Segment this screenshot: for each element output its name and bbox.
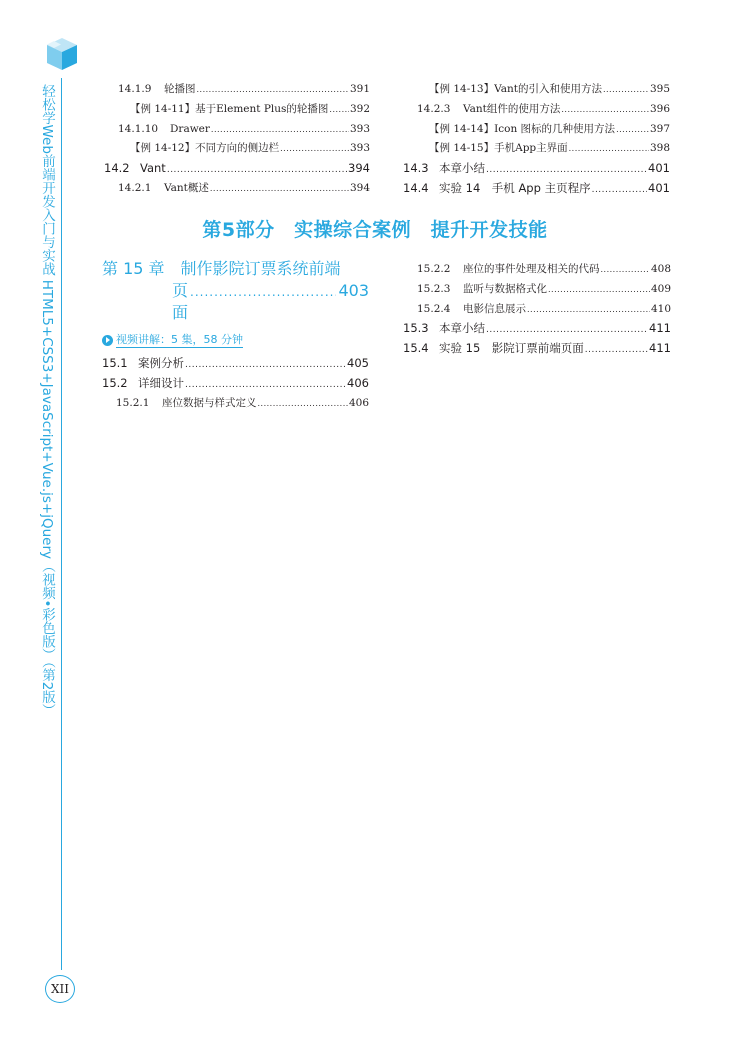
leader-dots	[585, 341, 648, 359]
leader-dots	[486, 161, 647, 179]
toc-entry-number: 15.2.2	[417, 263, 451, 275]
toc-entry-number: 15.2.3	[417, 282, 451, 295]
toc-entry-text: 轮播图	[164, 83, 196, 95]
toc-entry-page: 409	[650, 282, 671, 295]
page-number: XII	[45, 975, 75, 1003]
toc-entry-page: 401	[648, 180, 670, 195]
toc-entry-title	[403, 179, 591, 199]
leader-dots	[167, 161, 347, 179]
toc-entry[interactable]	[104, 120, 370, 140]
toc-entry-page: 392	[349, 102, 370, 115]
toc-entry[interactable]	[403, 179, 670, 199]
toc-entry-title	[118, 80, 196, 100]
toc-entry-page: 410	[650, 302, 671, 315]
toc-entry[interactable]	[403, 280, 671, 300]
video-play-icon	[102, 335, 113, 346]
toc-column-top-right	[403, 80, 670, 199]
toc-entry-title	[417, 300, 526, 320]
leader-dots	[190, 281, 336, 303]
toc-entry-title	[130, 139, 279, 159]
part-title: 第5部分 实操综合案例 提升开发技能	[202, 219, 548, 241]
toc-entry-text: Drawer	[170, 122, 210, 135]
toc-entry-page: 393	[349, 122, 370, 135]
toc-column-bottom-left	[102, 258, 369, 413]
toc-entry-page: 406	[348, 396, 369, 409]
toc-entry-text: 座位的事件处理及相关的代码	[463, 263, 600, 275]
toc-entry-title	[417, 260, 600, 280]
toc-entry-text: 【例 14-15】手机App主界面	[429, 142, 568, 155]
toc-entry-text: 实验 14 手机 App 主页程序	[439, 180, 591, 195]
toc-entry[interactable]	[403, 300, 671, 320]
toc-entry-title	[118, 120, 210, 140]
toc-entry-text: Vant组件的使用方法	[463, 102, 561, 115]
toc-entry-page: 393	[349, 142, 370, 155]
toc-entry-text: 实验 15 影院订票前端页面	[439, 341, 584, 356]
toc-entry[interactable]	[102, 394, 369, 414]
toc-entry-number: 14.3	[403, 161, 429, 176]
toc-entry-text: 【例 14-12】不同方向的侧边栏	[130, 142, 280, 155]
toc-entry[interactable]	[104, 179, 370, 199]
toc-entry[interactable]	[403, 319, 671, 339]
leader-dots	[211, 120, 349, 140]
toc-entry-title	[102, 374, 184, 394]
toc-entry-title	[429, 120, 615, 140]
toc-entry-page: 411	[649, 341, 671, 356]
toc-entry-title	[102, 354, 184, 374]
toc-entry[interactable]	[104, 80, 370, 100]
toc-entry-page: 405	[347, 356, 369, 370]
toc-entry-title	[417, 280, 547, 300]
toc-entry-number: 14.2.1	[118, 181, 152, 194]
toc-entry-text: 监听与数据格式化	[463, 282, 547, 295]
leader-dots	[329, 100, 349, 120]
chapter-page: 403	[338, 281, 369, 300]
chapter-title-line2: 页面	[172, 281, 189, 322]
toc-entry-title	[403, 339, 584, 359]
toc-entry[interactable]	[102, 374, 369, 394]
toc-entry-page: 411	[649, 321, 671, 336]
toc-entry-page: 406	[347, 375, 369, 390]
toc-entry-text: 【例 14-13】Vant的引入和使用方法	[429, 83, 602, 95]
toc-entry-number: 15.4	[403, 341, 429, 356]
leader-dots	[185, 356, 346, 374]
leader-dots	[197, 80, 349, 100]
toc-entry[interactable]	[403, 139, 670, 159]
sidebar-rule	[61, 78, 62, 970]
toc-entry-number: 14.1.9	[118, 83, 152, 95]
toc-entry[interactable]	[102, 354, 369, 374]
leader-dots	[569, 139, 649, 159]
toc-entry-number: 14.1.10	[118, 122, 159, 135]
toc-entry-page: 401	[648, 161, 670, 176]
toc-entry[interactable]	[104, 139, 370, 159]
leader-dots	[548, 280, 650, 300]
toc-entry[interactable]	[104, 159, 370, 179]
toc-entry-text: 详细设计	[138, 375, 184, 390]
toc-column-top-left	[104, 80, 370, 199]
leader-dots	[486, 321, 648, 339]
toc-entry-text: 电影信息展示	[463, 302, 526, 315]
video-label: 视频讲解：5 集，58 分钟	[116, 332, 243, 346]
toc-entry-page: 395	[649, 83, 670, 95]
toc-entry[interactable]	[403, 159, 670, 179]
toc-entry-number: 15.2.1	[116, 396, 150, 409]
book-title-vertical: 轻松学Web前端开发入门与实战 HTML5+CSS3+JavaScript+Vue.js+jQuery（视频•彩色版）（第2版）	[39, 84, 55, 718]
leader-dots	[601, 260, 650, 280]
toc-entry-title	[104, 159, 166, 179]
toc-entry-text: 【例 14-11】基于Element Plus的轮播图	[130, 102, 329, 115]
toc-entry-title	[429, 139, 568, 159]
toc-entry-title	[118, 179, 209, 199]
toc-entry[interactable]	[403, 260, 671, 280]
leader-dots	[258, 394, 348, 414]
toc-entry-text: Vant概述	[164, 181, 209, 194]
toc-entry-number: 14.2	[104, 161, 130, 176]
leader-dots	[561, 100, 649, 120]
toc-entry-text: 【例 14-14】Icon 图标的几种使用方法	[429, 122, 616, 135]
toc-entry-page: 398	[649, 142, 670, 155]
toc-entry-number: 15.2.4	[417, 302, 451, 315]
leader-dots	[616, 120, 649, 140]
toc-entry[interactable]	[403, 339, 671, 359]
toc-entry-page: 394	[348, 161, 370, 176]
toc-entry-number: 15.3	[403, 321, 429, 336]
video-link[interactable]	[102, 330, 369, 350]
toc-entry-text: 本章小结	[439, 161, 485, 176]
toc-entry-number: 14.4	[403, 180, 429, 195]
toc-entry[interactable]	[104, 100, 370, 120]
toc-entry-page: 394	[349, 181, 370, 194]
leader-dots	[592, 181, 647, 199]
toc-entry-number: 14.2.3	[417, 102, 451, 115]
toc-entry-page: 396	[649, 102, 670, 115]
leader-dots	[185, 376, 346, 394]
chapter-heading[interactable]	[102, 258, 369, 324]
toc-entry-number: 15.2	[102, 375, 128, 390]
toc-entry-number: 15.1	[102, 356, 128, 370]
leader-dots	[280, 139, 349, 159]
leader-dots	[527, 300, 650, 320]
toc-entry-title	[116, 394, 257, 414]
toc-entry-title	[429, 80, 602, 100]
leader-dots	[603, 80, 649, 100]
toc-entry-title	[417, 100, 560, 120]
toc-entry-text: Vant	[140, 161, 166, 176]
toc-entry-page: 397	[649, 122, 670, 135]
toc-entry-title	[130, 100, 328, 120]
toc-column-bottom-right	[403, 260, 671, 359]
toc-entry-title	[403, 159, 485, 179]
toc-entry[interactable]	[403, 80, 670, 100]
toc-entry-page: 391	[349, 83, 370, 95]
toc-entry-text: 座位数据与样式定义	[162, 396, 257, 409]
leader-dots	[210, 179, 349, 199]
toc-entry[interactable]	[403, 120, 670, 140]
toc-entry-text: 本章小结	[439, 321, 485, 336]
toc-entry-page: 408	[650, 263, 671, 275]
toc-entry-title	[403, 319, 485, 339]
toc-entry-text: 案例分析	[138, 356, 184, 370]
cube-logo-icon	[44, 36, 80, 72]
toc-entry[interactable]	[403, 100, 670, 120]
chapter-title-line1: 第 15 章 制作影院订票系统前端	[102, 259, 341, 278]
